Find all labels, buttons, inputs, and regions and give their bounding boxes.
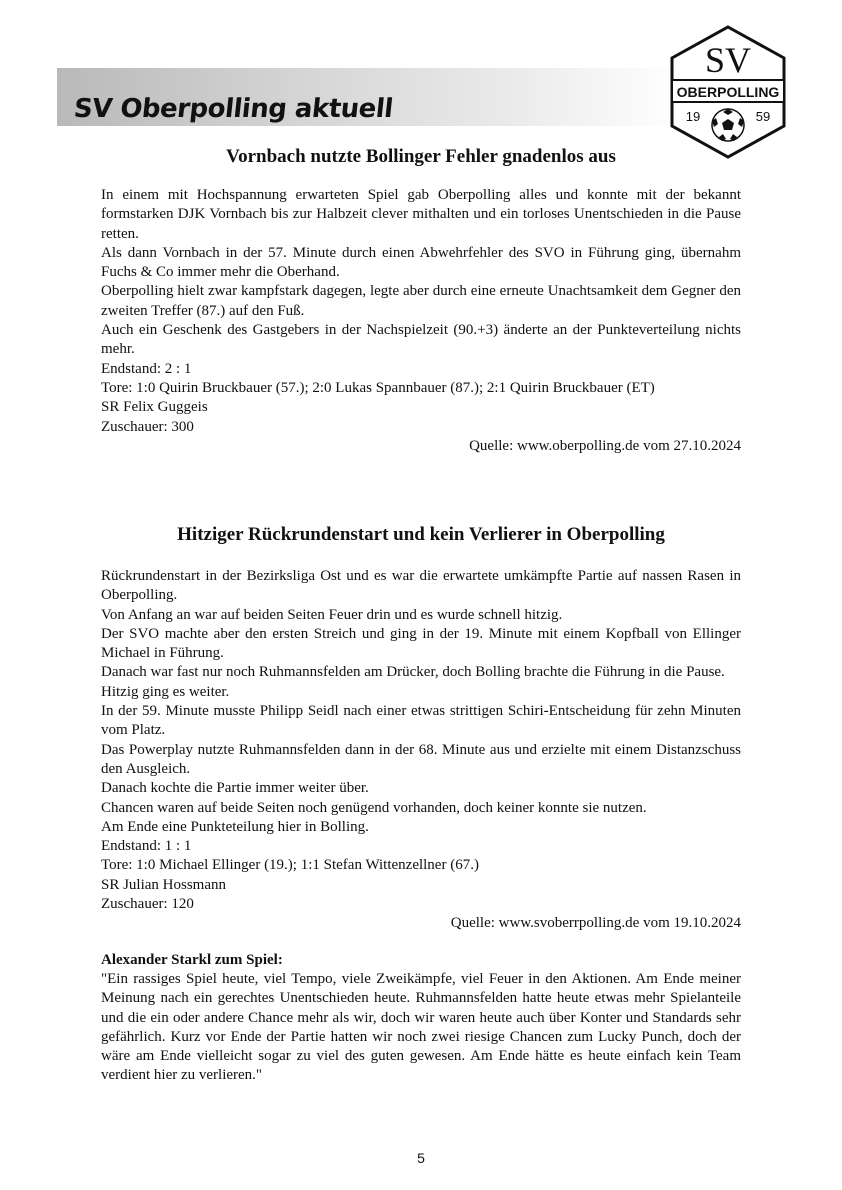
comment-heading: Alexander Starkl zum Spiel: <box>101 951 283 968</box>
referee: SR Felix Guggeis <box>101 399 208 416</box>
paragraph: Hitzig ging es weiter. <box>101 683 230 700</box>
source-line: Quelle: www.svoberrpolling.de vom 19.10.2024 <box>450 915 741 932</box>
paragraph: In der 59. Minute musste Philipp Seidl nach einer etwas strittigen Schiri-Entscheidung für zehn Minuten vom Platz. <box>101 703 741 739</box>
goals: Tore: 1:0 Michael Ellinger (19.); 1:1 Stefan Wittenzellner (67.) <box>101 857 479 874</box>
page-number: 5 <box>417 1150 425 1166</box>
paragraph: Der SVO machte aber den ersten Streich und ging in der 19. Minute mit einem Kopfball von Ellinger Michael in Führung. <box>101 625 741 662</box>
page-header-title: SV Oberpolling aktuell <box>72 94 395 124</box>
paragraph: Das Powerplay nutzte Ruhmannsfelden dann in der 68. Minute aus und erzielte mit einem Distanzschuss den Ausgleich. <box>101 741 741 777</box>
final-score: Endstand: 2 : 1 <box>101 360 192 377</box>
spectators: Zuschauer: 120 <box>101 896 194 913</box>
article-1-body <box>101 186 741 456</box>
paragraph: Rückrundenstart in der Bezirksliga Ost und es war die erwartete umkämpfte Partie auf nassen Rasen in Oberpolling. <box>101 568 741 604</box>
paragraph: Auch ein Geschenk des Gastgebers in der Nachspielzeit (90.+3) änderte an der Punkteverteilung nichts mehr. <box>101 322 741 358</box>
article-2-body <box>101 567 741 1086</box>
goals: Tore: 1:0 Quirin Bruckbauer (57.); 2:0 Lukas Spannbauer (87.); 2:1 Quirin Bruckbauer (ET) <box>101 379 655 396</box>
article-2-title: Hitziger Rückrundenstart und kein Verlierer in Oberpolling <box>177 524 665 545</box>
source-line: Quelle: www.oberpolling.de vom 27.10.2024 <box>469 437 741 454</box>
paragraph: Oberpolling hielt zwar kampfstark dagegen, legte aber durch eine erneute Unachtsamkeit dem Gegner den zweiten Treffer (87.) auf den Fuß. <box>101 283 741 319</box>
article-1-title: Vornbach nutzte Bollinger Fehler gnadenlos aus <box>226 146 616 167</box>
paragraph: In einem mit Hochspannung erwarteten Spiel gab Oberpolling alles und konnte mit der bekannt formstarken DJK Vornbach bis zur Halbzeit clever mithalten und ein torloses Unentschieden in die Pause retten. <box>101 187 741 242</box>
logo-top-text: SV <box>704 40 752 80</box>
logo-banner-text: OBERPOLLING <box>676 84 780 100</box>
paragraph: Am Ende eine Punkteteilung hier in Bolling. <box>101 818 369 835</box>
spectators: Zuschauer: 300 <box>101 418 194 435</box>
logo-year-left: 19 <box>685 109 701 124</box>
final-score: Endstand: 1 : 1 <box>101 838 192 855</box>
paragraph: Von Anfang an war auf beiden Seiten Feuer drin und es wurde schnell hitzig. <box>101 606 563 623</box>
paragraph: Danach war fast nur noch Ruhmannsfelden am Drücker, doch Bolling brachte die Führung in die Pause. <box>101 664 725 681</box>
paragraph: Als dann Vornbach in der 57. Minute durch einen Abwehrfehler des SVO in Führung ging, übernahm Fuchs & Co immer mehr die Oberhand. <box>101 244 741 281</box>
logo-year-right: 59 <box>755 109 771 124</box>
referee: SR Julian Hossmann <box>101 876 227 893</box>
comment-quote: "Ein rassiges Spiel heute, viel Tempo, viele Zweikämpfe, viel Feuer in den Aktionen. Am Ende meiner Meinung nach ein gerechtes Unentschieden heute. Ruhmannsfelden hatte heute etwas mehr Spielanteile und die ein oder andere Chance mehr als wir, doch wir waren heute auch über Konter und Standards sehr gefährlich. Kurz vor Ende der Partie hatten wir noch zwei riesige Chancen zum Lucky Punch, doch der wäre am Ende vielleicht sogar zu viel des guten gewesen. Am Ende hätte es heute einfach kein Team verdient hier zu verlieren." <box>101 970 741 1084</box>
soccer-ball-icon <box>712 109 744 141</box>
paragraph: Chancen waren auf beide Seiten noch genügend vorhanden, doch keiner konnte sie nutzen. <box>101 799 647 816</box>
club-logo <box>668 24 788 160</box>
paragraph: Danach kochte die Partie immer weiter über. <box>101 780 369 797</box>
spacer <box>101 934 741 951</box>
